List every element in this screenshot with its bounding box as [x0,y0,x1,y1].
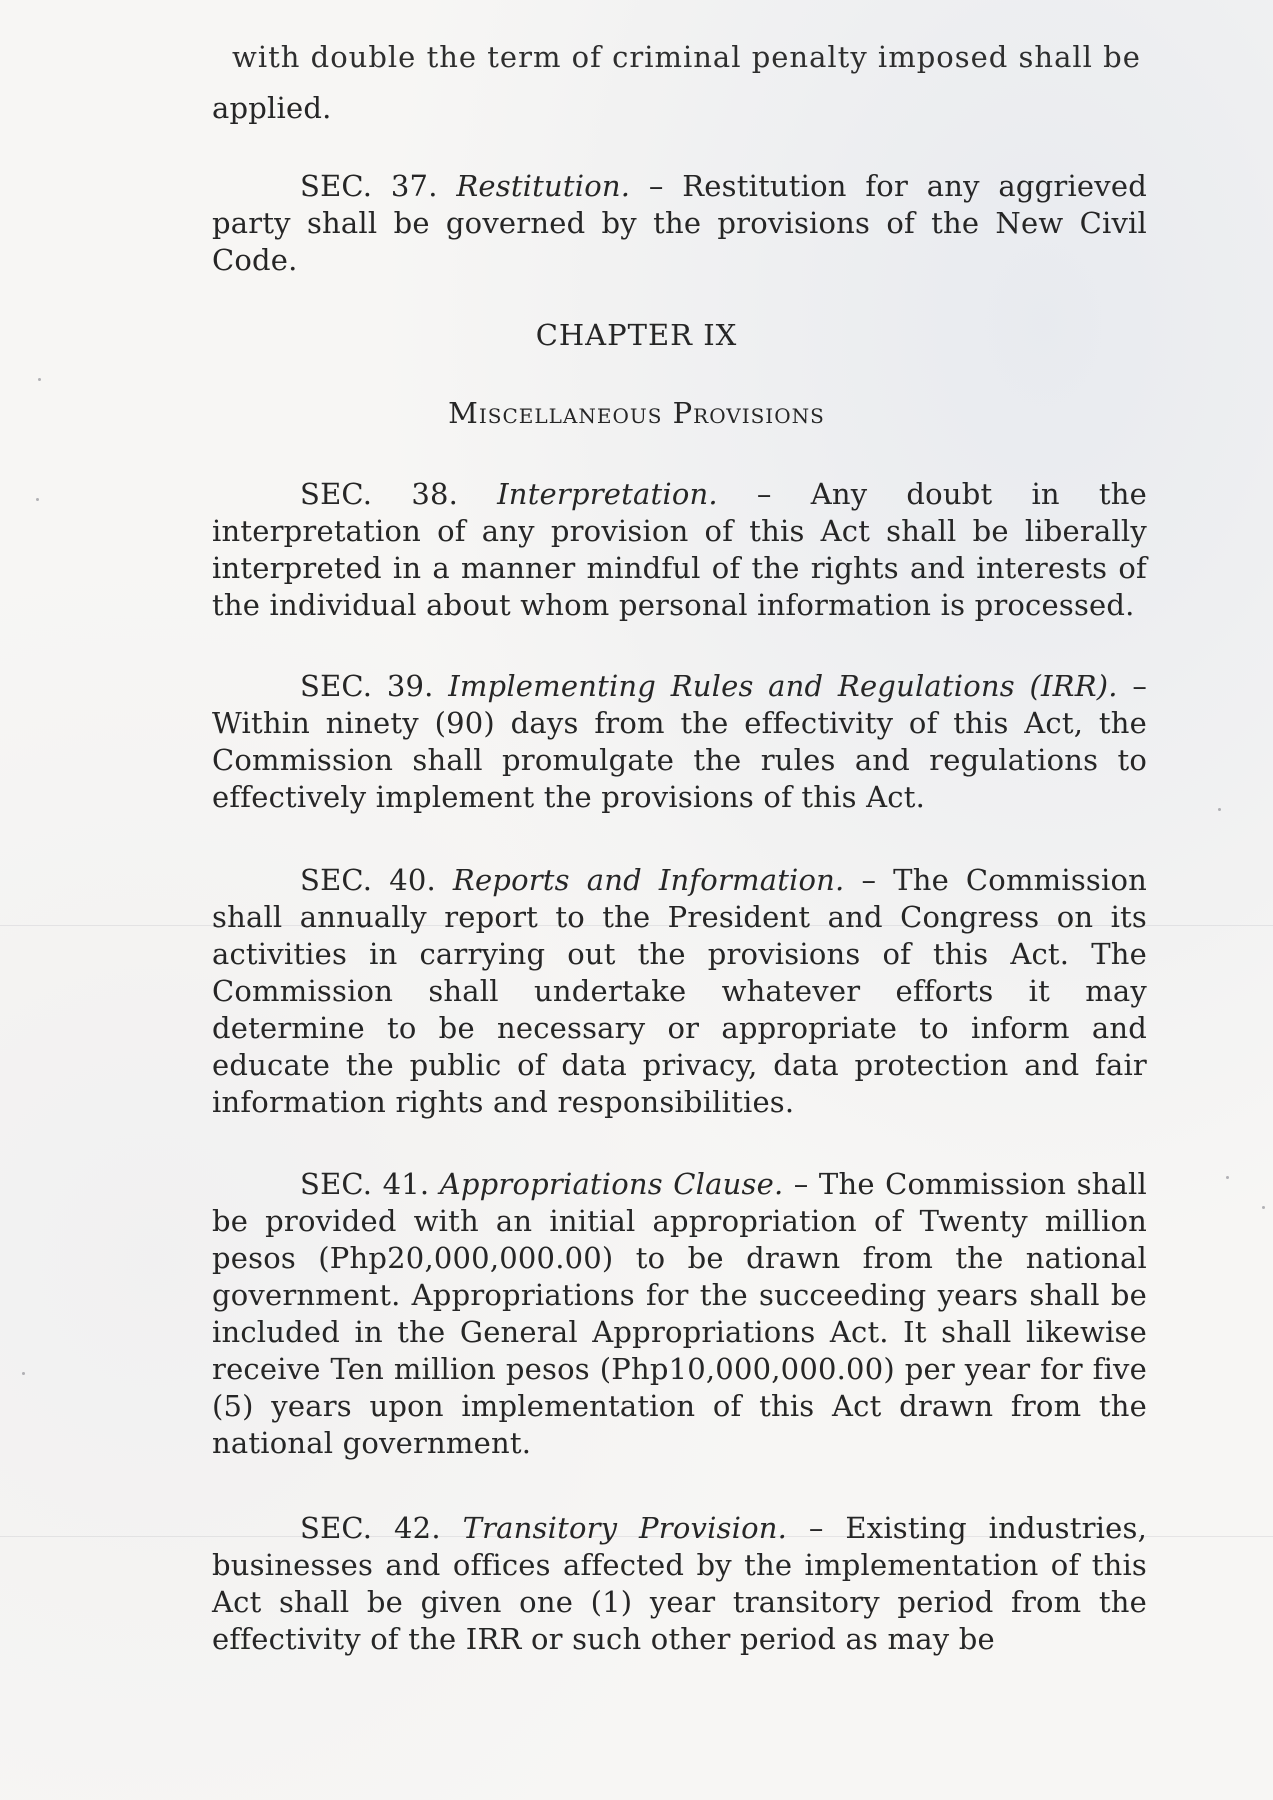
section-40-label: SEC. 40. [300,863,436,897]
section-37-title: Restitution. [456,169,631,203]
section-38-paragraph [212,476,1147,624]
chapter-subtitle: Miscellaneous Provisions [448,396,825,430]
section-38-label: SEC. 38. [300,477,459,511]
section-38-title: Interpretation. [497,477,718,511]
section-38 [212,476,1147,624]
section-42 [212,1510,1147,1658]
section-41 [212,1166,1147,1462]
section-41-paragraph [212,1166,1147,1462]
section-37-paragraph [212,168,1147,279]
scan-speck [1218,808,1221,811]
section-41-body: – The Commission shall be provided with an initial appropriation of Twenty million pesos (Php20,000,000.00) to be drawn from the national government. Appropriations for the succeeding years shall be included in the General Appropriations Act. It shall likewise receive Ten million pesos (Php10,000,000.00) per year for five (5) years upon implementation of this Act drawn from the national government. [212,1167,1147,1460]
section-38-body: – Any doubt in the interpretation of any provision of this Act shall be liberally interpreted in a manner mindful of the rights and interests of the individual about whom personal information is processed. [212,477,1147,622]
section-37-body: – Restitution for any aggrieved party shall be governed by the provisions of the New Civil Code. [212,169,1148,277]
section-42-paragraph [212,1510,1147,1658]
section-37-label: SEC. 37. [300,169,438,203]
section-39 [212,668,1147,816]
scan-speck [38,378,41,381]
scan-speck [1226,1176,1229,1179]
section-39-title: Implementing Rules and Regulations (IRR). [448,669,1118,703]
section-39-body: – Within ninety (90) days from the effectivity of this Act, the Commission shall promulgate the rules and regulations to effectively implement the provisions of this Act. [212,669,1148,814]
section-41-title: Appropriations Clause. [439,1167,784,1201]
section-40-paragraph [212,862,1147,1121]
section-42-label: SEC. 42. [300,1511,441,1545]
section-39-paragraph [212,668,1147,816]
cut-off-text: with double the term of criminal penalty imposed shall be [232,40,1141,74]
section-37 [212,168,1147,279]
section-39-label: SEC. 39. [300,669,434,703]
section-41-label: SEC. 41. [300,1167,430,1201]
chapter-heading: CHAPTER IX [535,318,738,352]
section-40-title: Reports and Information. [452,863,845,897]
scan-speck [22,1372,25,1375]
scan-speck [36,498,39,501]
section-42-body: – Existing industries, businesses and offices affected by the implementation of this Act shall be given one (1) year transitory period from the effectivity of the IRR or such other period as may be [212,1511,1147,1656]
cut-off-text-line [232,40,1142,86]
applied-line [212,90,1147,127]
section-40-body: – The Commission shall annually report to the President and Congress on its activities in carrying out the provisions of this Act. The Commission shall undertake whatever efforts it may determine to be necessary or appropriate to inform and educate the public of data privacy, data protection and fair information rights and responsibilities. [212,863,1148,1119]
scan-speck [1262,1206,1265,1209]
section-40 [212,862,1147,1121]
section-42-title: Transitory Provision. [462,1511,788,1545]
applied-text: applied. [212,91,332,125]
